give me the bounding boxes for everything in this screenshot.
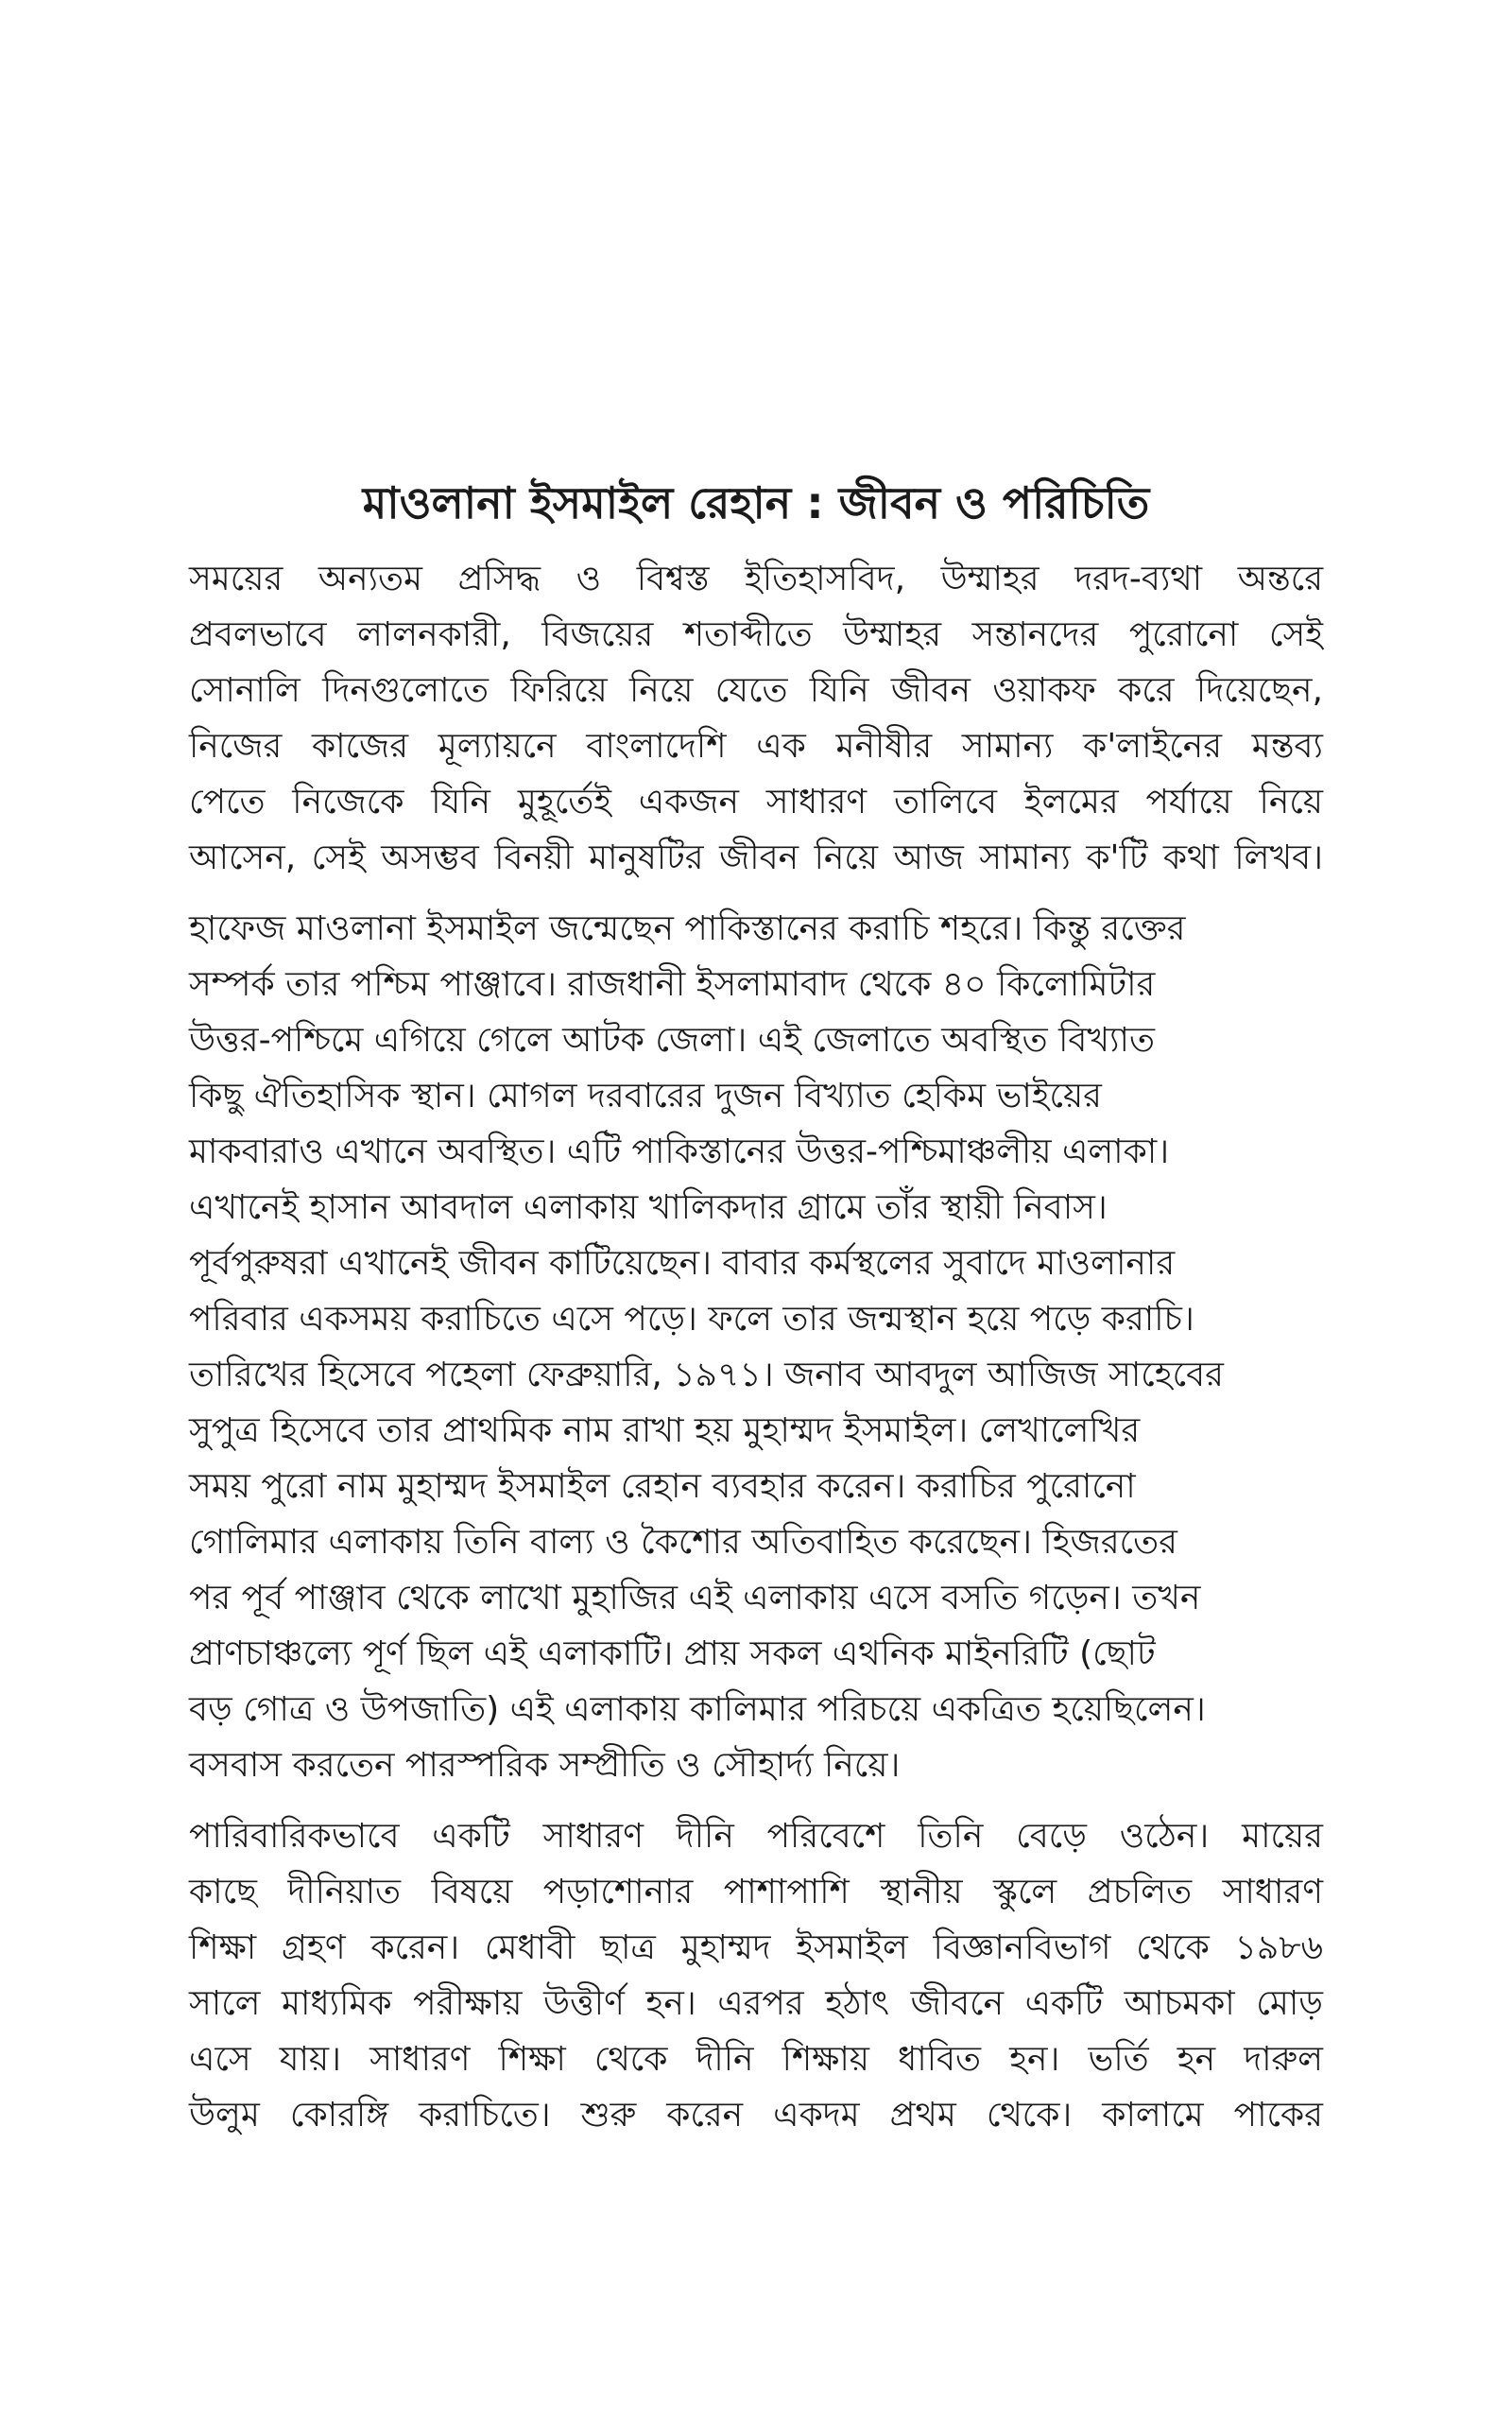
paragraph-intro <box>189 551 1323 886</box>
text-line: এসে যায়। সাধারণ শিক্ষা থেকে দীনি শিক্ষায় ধাবিত হন। ভর্তি হন দারুল <box>189 2040 1323 2079</box>
text-line: নিজের কাজের মূল্যায়নে বাংলাদেশি এক মনীষীর সামান্য ক'লাইনের মন্তব্য <box>189 727 1323 766</box>
text-line: শিক্ষা গ্রহণ করেন। মেধাবী ছাত্র মুহাম্মদ ইসমাইল বিজ্ঞানবিভাগ থেকে ১৯৮৬ <box>189 1928 1323 1967</box>
body-text <box>189 551 1323 2158</box>
text-line: তারিখের হিসেবে পহেলা ফেব্রুয়ারি, ১৯৭১। জনাব আবদুল আজিজ সাহেবের <box>189 1356 1224 1394</box>
text-line: বড় গোত্র ও উপজাতি) এই এলাকায় কালিমার পরিচয়ে একত্রিত হয়েছিলেন। <box>189 1690 1206 1729</box>
text-line: কিছু ঐতিহাসিক স্থান। মোগল দরবারের দুজন বিখ্যাত হেকিম ভাইয়ের <box>189 1077 1102 1115</box>
text-line: প্রবলভাবে লালনকারী, বিজয়ের শতাব্দীতে উম্মাহর সন্তানদের পুরোনো সেই <box>189 615 1323 654</box>
text-line: বসবাস করতেন পারস্পরিক সম্প্রীতি ও সৌহার্দ্য নিয়ে। <box>189 1746 901 1785</box>
text-line: সময়ের অন্যতম প্রসিদ্ধ ও বিশ্বস্ত ইতিহাসবিদ, উম্মাহর দরদ-ব্যথা অন্তরে <box>189 560 1323 598</box>
text-line: কাছে দীনিয়াত বিষয়ে পড়াশোনার পাশাপাশি স্থানীয় স্কুলে প্রচলিত সাধারণ <box>189 1873 1323 1911</box>
text-line: সুপুত্র হিসেবে তার প্রাথমিক নাম রাখা হয় মুহাম্মদ ইসমাইল। লেখালেখির <box>189 1411 1141 1450</box>
text-line: গোলিমার এলাকায় তিনি বাল্য ও কৈশোর অতিবাহিত করেছেন। হিজরতের <box>189 1523 1177 1562</box>
text-line: এখানেই হাসান আবদাল এলাকায় খালিকদার গ্রামে তাঁর স্থায়ী নিবাস। <box>189 1188 1108 1227</box>
paragraph-education <box>189 1808 1323 2143</box>
text-line: হাফেজ মাওলানা ইসমাইল জন্মেছেন পাকিস্তানের করাচি শহরে। কিন্তু রক্তের <box>189 909 1186 948</box>
text-line: সময় পুরো নাম মুহাম্মদ ইসমাইল রেহান ব্যবহার করেন। করাচির পুরোনো <box>189 1467 1136 1506</box>
text-line: উলুম কোরঙ্গি করাচিতে। শুরু করেন একদম প্রথম থেকে। কালামে পাকের <box>189 2096 1323 2135</box>
text-line: উত্তর-পশ্চিমে এগিয়ে গেলে আটক জেলা। এই জেলাতে অবস্থিত বিখ্যাত <box>189 1021 1155 1060</box>
text-line: সোনালি দিনগুলোতে ফিরিয়ে নিয়ে যেতে যিনি জীবন ওয়াকফ করে দিয়েছেন, <box>189 671 1323 710</box>
paragraph-birth-origin <box>189 901 1323 1793</box>
chapter-title: মাওলানা ইসমাইল রেহান : জীবন ও পরিচিতি <box>362 477 1150 528</box>
text-line: সম্পর্ক তার পশ্চিম পাঞ্জাবে। রাজধানী ইসলামাবাদ থেকে ৪০ কিলোমিটার <box>189 965 1156 1004</box>
text-line: আসেন, সেই অসম্ভব বিনয়ী মানুষটির জীবন নিয়ে আজ সামান্য ক'টি কথা লিখব। <box>189 838 1323 877</box>
text-line: প্রাণচাঞ্চল্যে পূর্ণ ছিল এই এলাকাটি। প্রায় সকল এথনিক মাইনরিটি (ছোট <box>189 1634 1156 1673</box>
text-line: মাকবারাও এখানে অবস্থিত। এটি পাকিস্তানের উত্তর-পশ্চিমাঞ্চলীয় এলাকা। <box>189 1132 1170 1171</box>
text-line: পারিবারিকভাবে একটি সাধারণ দীনি পরিবেশে তিনি বেড়ে ওঠেন। মায়ের <box>189 1817 1323 1856</box>
text-line: পূর্বপুরুষরা এখানেই জীবন কাটিয়েছেন। বাবার কর্মস্থলের সুবাদে মাওলানার <box>189 1244 1176 1283</box>
text-line: পরিবার একসময় করাচিতে এসে পড়ে। ফলে তার জন্মস্থান হয়ে পড়ে করাচি। <box>189 1300 1194 1339</box>
text-line: পেতে নিজেকে যিনি মুহূর্তেই একজন সাধারণ তালিবে ইলমের পর্যায়ে নিয়ে <box>189 783 1323 821</box>
text-line: পর পূর্ব পাঞ্জাব থেকে লাখো মুহাজির এই এলাকায় এসে বসতি গড়েন। তখন <box>189 1579 1201 1617</box>
text-line: সালে মাধ্যমিক পরীক্ষায় উত্তীর্ণ হন। এরপর হঠাৎ জীবনে একটি আচমকা মোড় <box>189 1984 1323 2023</box>
